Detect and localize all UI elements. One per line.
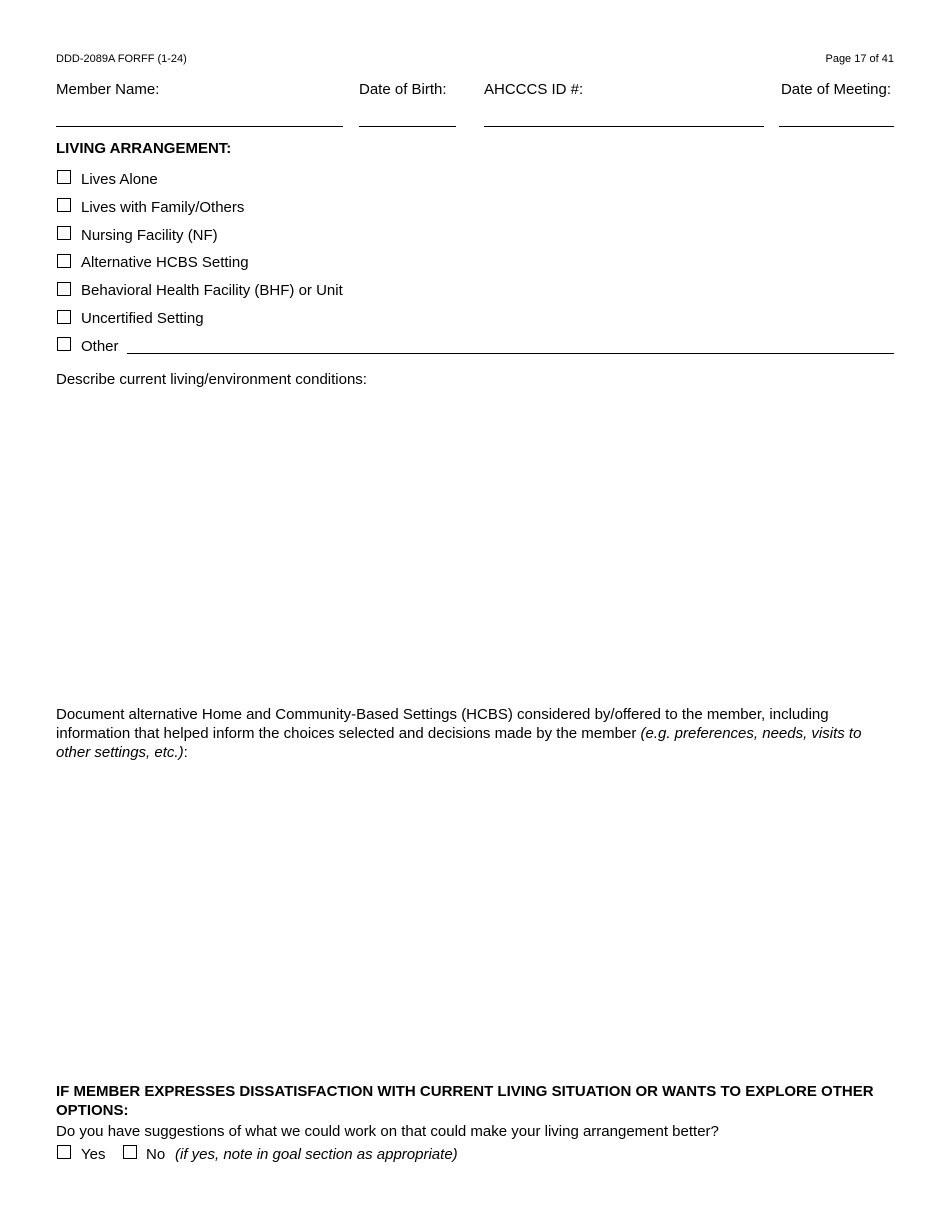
goal-note: (if yes, note in goal section as appropriate) — [175, 1146, 458, 1163]
describe-conditions-prompt: Describe current living/environment conditions: — [56, 371, 367, 388]
no-label: No — [146, 1146, 166, 1163]
other-field[interactable] — [127, 353, 894, 354]
suggestions-question: Do you have suggestions of what we could work on that could make your living arrangement better? — [56, 1123, 719, 1140]
behavioral-health-label: Behavioral Health Facility (BHF) or Unit — [81, 282, 343, 299]
hcbs-prompt — [56, 705, 898, 762]
hcbs-response-area[interactable] — [56, 765, 894, 1065]
nursing-facility-label: Nursing Facility (NF) — [81, 227, 218, 244]
lives-with-family-label: Lives with Family/Others — [81, 199, 245, 216]
date-of-meeting-label: Date of Meeting: — [780, 81, 891, 98]
yes-label: Yes — [81, 1146, 106, 1163]
member-name-field[interactable] — [56, 126, 343, 127]
yes-checkbox[interactable] — [57, 1145, 71, 1159]
member-name-label: Member Name: — [56, 81, 160, 98]
date-of-birth-label: Date of Birth: — [359, 81, 447, 98]
date-of-birth-field[interactable] — [359, 126, 456, 127]
other-label: Other — [81, 338, 119, 355]
hcbs-prompt-examples: (e.g. preferences, needs, visits to other settings, etc.) — [56, 725, 862, 761]
living-arrangement-heading: LIVING ARRANGEMENT: — [56, 140, 232, 157]
nursing-facility-checkbox[interactable] — [57, 226, 71, 240]
lives-with-family-checkbox[interactable] — [57, 198, 71, 212]
page-number: Page 17 of 41 — [825, 53, 894, 65]
ahcccs-id-field[interactable] — [484, 126, 764, 127]
alternative-hcbs-label: Alternative HCBS Setting — [81, 254, 249, 271]
hcbs-prompt-colon: : — [183, 744, 188, 761]
hcbs-prompt-text: Document alternative Home and Community-Based Settings (HCBS) considered by/offered to the member, including information that helped inform the choices selected and decisions made by the member — [56, 706, 829, 742]
uncertified-setting-label: Uncertified Setting — [81, 310, 204, 327]
behavioral-health-checkbox[interactable] — [57, 282, 71, 296]
uncertified-setting-checkbox[interactable] — [57, 310, 71, 324]
lives-alone-checkbox[interactable] — [57, 170, 71, 184]
describe-conditions-area[interactable] — [56, 392, 894, 692]
form-id: DDD-2089A FORFF (1-24) — [56, 53, 187, 65]
ahcccs-id-label: AHCCCS ID #: — [484, 81, 584, 98]
date-of-meeting-field[interactable] — [779, 126, 894, 127]
no-checkbox[interactable] — [123, 1145, 137, 1159]
dissatisfaction-heading: IF MEMBER EXPRESSES DISSATISFACTION WITH CURRENT LIVING SITUATION OR WANTS TO EXPLORE OTHER OPTIONS: — [56, 1083, 874, 1119]
alternative-hcbs-checkbox[interactable] — [57, 254, 71, 268]
lives-alone-label: Lives Alone — [81, 171, 158, 188]
other-checkbox[interactable] — [57, 337, 71, 351]
